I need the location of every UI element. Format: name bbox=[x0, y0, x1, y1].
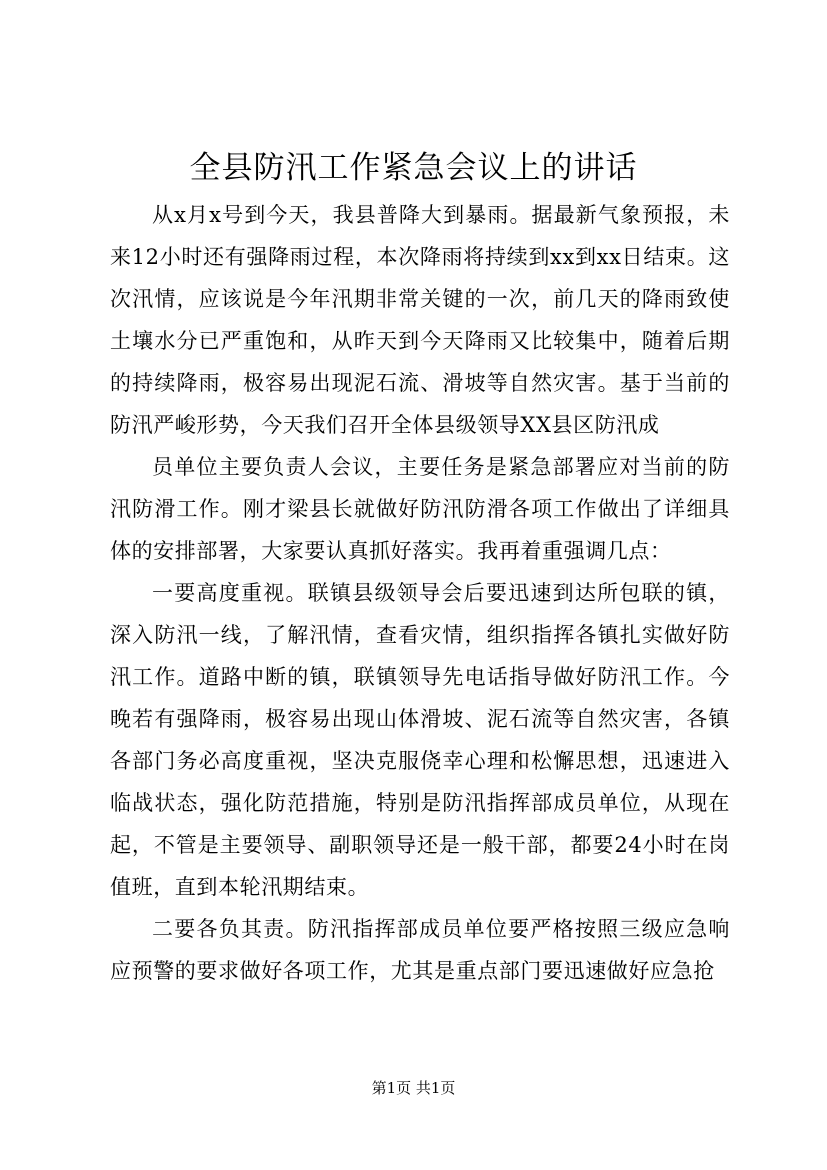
paragraph-2: 员单位主要负责人会议，主要任务是紧急部署应对当前的防汛防滑工作。刚才梁县长就做好防汛防滑各项工作做出了详细具体的安排部署，大家要认真抓好落实。我再着重强调几点： bbox=[110, 455, 730, 563]
page-number-footer: 第1页 共1页 bbox=[371, 1079, 456, 1097]
document-body bbox=[110, 194, 730, 992]
paragraph-4: 二要各负其责。防汛指挥部成员单位要严格按照三级应急响应预警的要求做好各项工作，尤其是重点部门要迅速做好应急抢 bbox=[110, 917, 730, 983]
document-title: 全县防汛工作紧急会议上的讲话 bbox=[189, 150, 638, 186]
paragraph-3: 一要高度重视。联镇县级领导会后要迅速到达所包联的镇，深入防汛一线，了解汛情，查看灾情，组织指挥各镇扎实做好防汛工作。道路中断的镇，联镇领导先电话指导做好防汛工作。今晚若有强降雨，极容易出现山体滑坡、泥石流等自然灾害，各镇各部门务必高度重视，坚决克服侥幸心理和松懈思想，迅速进入临战状态，强化防范措施，特别是防汛指挥部成员单位，从现在起，不管是主要领导、副职领导还是一般干部，都要24小时在岗值班，直到本轮汛期结束。 bbox=[110, 581, 730, 899]
paragraph-1: 从x月x号到今天，我县普降大到暴雨。据最新气象预报，未来12小时还有强降雨过程，本次降雨将持续到xx到xx日结束。这次汛情，应该说是今年汛期非常关键的一次，前几天的降雨致使土壤水分已严重饱和，从昨天到今天降雨又比较集中，随着后期的持续降雨，极容易出现泥石流、滑坡等自然灾害。基于当前的防汛严峻形势，今天我们召开全体县级领导XX县区防汛成 bbox=[110, 203, 730, 437]
